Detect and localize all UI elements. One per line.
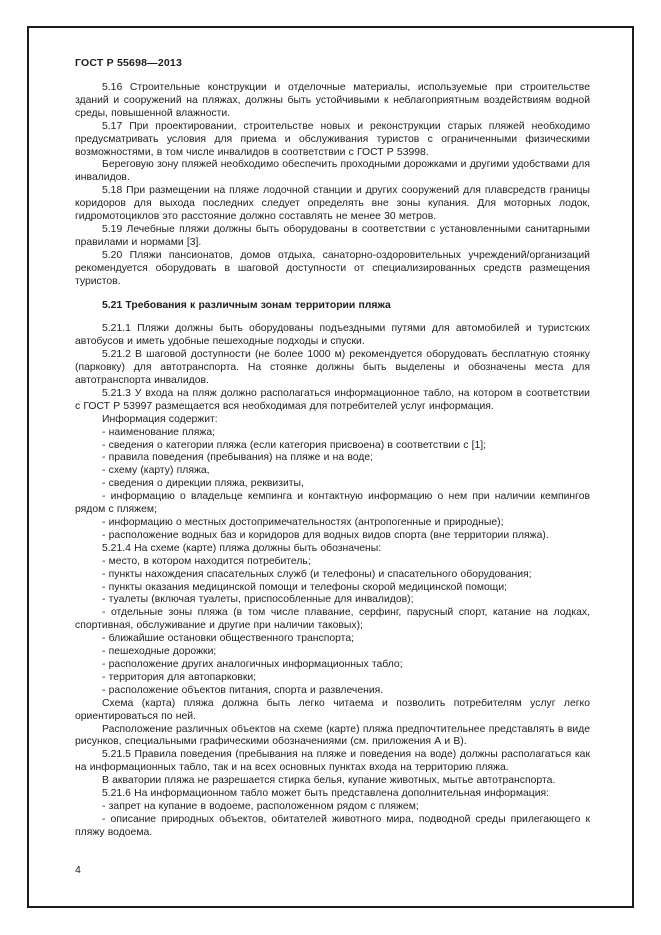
paragraph: 5.21.4 На схеме (карте) пляжа должны быть обозначены: (102, 542, 382, 554)
paragraph: 5.21.3 У входа на пляж должно располагаться информационное табло, на котором в соответствии с ГОСТ Р 53997 размещается вся необходимая для потребителей услуг информация. (75, 387, 590, 412)
paragraph: 5.20 Пляжи пансионатов, домов отдыха, санаторно-оздоровительных учреждений/организаций рекомендуется оборудовать в шаговой доступности от специализированных средств размещения туристов. (75, 249, 590, 287)
list-item: - пункты нахождения спасательных служб (и телефоны) и спасательного оборудования; (102, 568, 532, 580)
list-item: - расположение других аналогичных информационных табло; (102, 658, 403, 670)
document-body (75, 82, 590, 840)
paragraph: 5.18 При размещении на пляже лодочной станции и других сооружений для плавсредств границы коридоров для выхода последних следует определять вне зоны купания. Для моторных лодок, гидромотоциклов это расстояние должно составлять не менее 30 метров. (75, 185, 590, 223)
list-item: - наименование пляжа; (102, 426, 216, 438)
paragraph: Береговую зону пляжей необходимо обеспечить проходными дорожками и другими удобствами для инвалидов. (75, 159, 590, 184)
list-item: - место, в котором находится потребитель; (102, 555, 311, 567)
list-item: - ближайшие остановки общественного транспорта; (102, 633, 354, 645)
paragraph: 5.21.1 Пляжи должны быть оборудованы подъездными путями для автомобилей и туристских автобусов и иметь удобные пешеходные подходы и спуски. (75, 323, 590, 348)
paragraph: Схема (карта) пляжа должна быть легко читаема и позволить потребителям услуг легко ориентироваться по ней. (75, 697, 590, 722)
list-item: - расположение объектов питания, спорта и развлечения. (102, 684, 384, 696)
paragraph: Расположение различных объектов на схеме (карте) пляжа предпочтительнее представлять в виде рисунков, специальными графическими обозначениями (см. приложения А и В). (75, 723, 590, 748)
list-item: - схему (карту) пляжа, (102, 465, 210, 477)
list-item: - информацию о владельце кемпинга и контактную информацию о нем при наличии кемпингов рядом с пляжем; (75, 491, 590, 516)
list-item: - сведения о дирекции пляжа, реквизиты, (102, 478, 304, 490)
page-number: 4 (75, 864, 81, 876)
list-item: - территория для автопарковки; (102, 671, 257, 683)
list-item: - пешеходные дорожки; (102, 646, 217, 658)
list-item: - описание природных объектов, обитателей животного мира, подводной среды прилегающего к пляжу водоема. (75, 813, 590, 838)
paragraph: 5.21.5 Правила поведения (пребывания на пляже и поведения на воде) должны располагаться как на информационных табло, так и на всех основных пунктах входа на территорию пляжа. (75, 749, 590, 774)
section-heading: 5.21 Требования к различным зонам территории пляжа (102, 299, 391, 311)
paragraph: В акватории пляжа не разрешается стирка белья, купание животных, мытье автотранспорта. (102, 775, 556, 787)
paragraph: 5.16 Строительные конструкции и отделочные материалы, используемые при строительстве зданий и сооружений на пляжах, должны быть устойчивыми к неблагоприятным воздействиям водной среды, повышенной влажности. (75, 82, 590, 119)
list-item: - запрет на купание в водоеме, расположенном рядом с пляжем; (102, 800, 419, 812)
list-item: - пункты оказания медицинской помощи и телефоны скорой медицинской помощи; (102, 581, 508, 593)
paragraph: 5.21.2 В шаговой доступности (не более 1000 м) рекомендуется оборудовать бесплатную стоянку (парковку) для автотранспорта. На стоянке должны быть выделены и обозначены места для автотранспорта инвалидов. (75, 349, 590, 387)
list-item: - отдельные зоны пляжа (в том числе плавание, серфинг, парусный спорт, катание на лодках, спортивная, обслуживание и другие при наличии таковых); (75, 607, 590, 632)
document-number-header: ГОСТ Р 55698—2013 (75, 57, 183, 69)
list-item: - расположение водных баз и коридоров для водных видов спорта (вне территории пляжа). (102, 529, 549, 541)
paragraph: 5.21.6 На информационном табло может быть представлена дополнительная информация: (102, 788, 550, 800)
list-item: - сведения о категории пляжа (если категория присвоена) в соответствии с [1]; (102, 439, 487, 451)
list-item: - туалеты (включая туалеты, приспособленные для инвалидов); (102, 594, 414, 606)
list-item: - правила поведения (пребывания) на пляже и на воде; (102, 452, 373, 464)
paragraph: Информация содержит: (102, 413, 218, 425)
list-item: - информацию о местных достопримечательностях (антропогенные и природные); (102, 517, 504, 528)
paragraph: 5.19 Лечебные пляжи должны быть оборудованы в соответствии с установленными санитарными правилами и нормами [3]. (75, 223, 590, 248)
paragraph: 5.17 При проектировании, строительстве новых и реконструкции старых пляжей необходимо предусматривать условия для приема и обслуживания туристов с ограниченными физическими возможностями, в том числе инвалидов в соответствии с ГОСТ Р 53998. (75, 120, 590, 158)
